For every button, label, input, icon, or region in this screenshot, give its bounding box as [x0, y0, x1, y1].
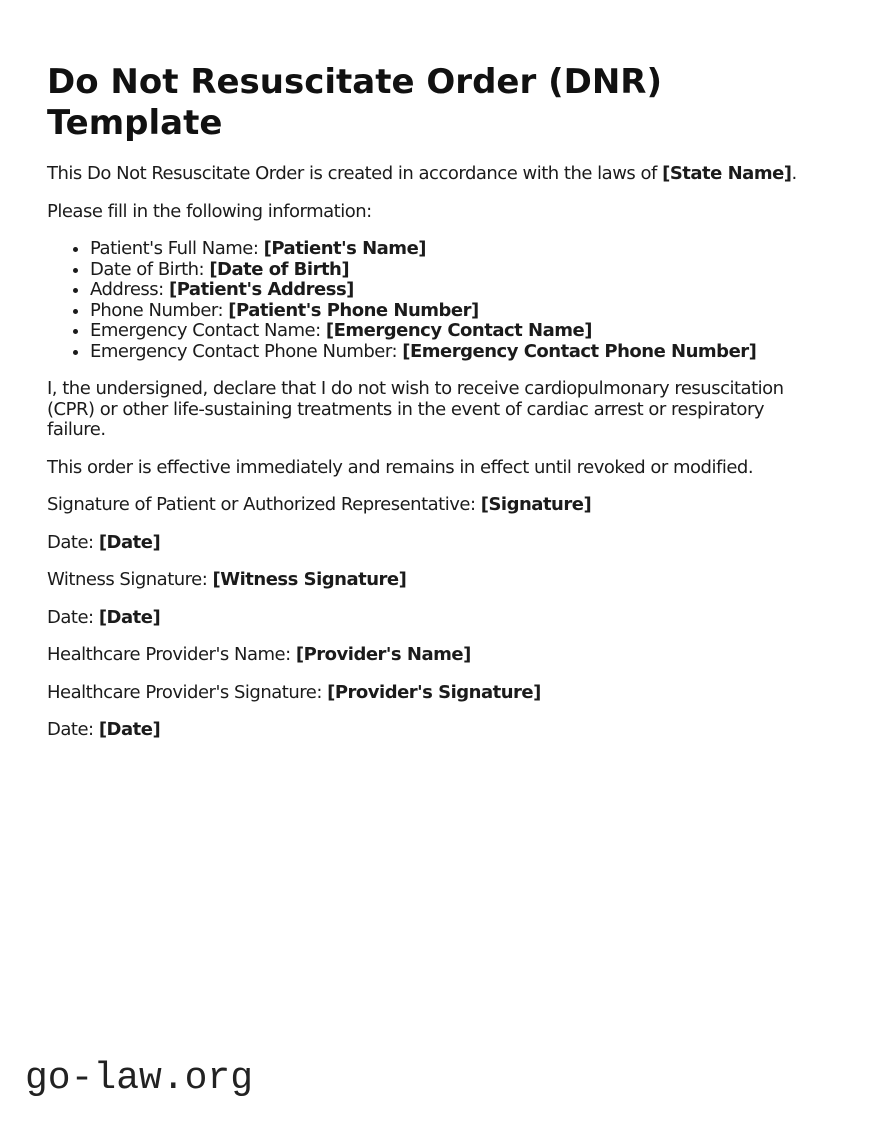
- field-label: Emergency Contact Name:: [90, 320, 326, 341]
- provider-name-placeholder: [Provider's Name]: [295, 644, 471, 665]
- list-item-phone-number: [90, 301, 802, 322]
- declaration-paragraph: I, the undersigned, declare that I do not wish to receive cardiopulmonary resuscitation (CPR) or other life-sustaining treatments in the event of cardiac arrest or respiratory failure.: [47, 378, 784, 440]
- provider-signature-placeholder: [Provider's Signature]: [327, 681, 541, 703]
- field-label: Address:: [90, 279, 169, 300]
- signature-line-witness: [47, 570, 802, 591]
- signature-label: Signature of Patient or Authorized Representative:: [47, 494, 481, 515]
- date-label: Date:: [47, 606, 99, 628]
- list-item-emergency-contact-name: [90, 321, 802, 342]
- signature-line-patient: [47, 495, 802, 516]
- list-item-patient-name: [90, 239, 802, 260]
- field-placeholder: [Emergency Contact Name]: [325, 320, 592, 341]
- date-placeholder: [Date]: [98, 719, 161, 740]
- provider-signature-label: Healthcare Provider's Signature:: [47, 681, 328, 703]
- provider-name-label: Healthcare Provider's Name:: [47, 644, 296, 665]
- date-line-witness: [47, 608, 802, 629]
- field-placeholder: [Patient's Name]: [263, 238, 427, 259]
- signature-label: Witness Signature:: [47, 569, 213, 590]
- intro-text: This Do Not Resuscitate Order is created in accordance with the laws of: [47, 163, 663, 184]
- patient-info-list: [47, 239, 802, 362]
- signature-placeholder: [Witness Signature]: [212, 569, 407, 590]
- date-placeholder: [Date]: [98, 531, 161, 553]
- dnr-document: [47, 62, 802, 758]
- list-item-emergency-contact-phone: [90, 342, 802, 363]
- field-label: Phone Number:: [90, 299, 229, 321]
- date-line-patient: [47, 533, 802, 554]
- field-label: Date of Birth:: [90, 258, 210, 280]
- provider-signature-line: [47, 683, 802, 704]
- date-label: Date:: [47, 719, 99, 740]
- site-footer-branding: go-law.org: [25, 1057, 254, 1100]
- fill-prompt: Please fill in the following information:: [47, 200, 372, 222]
- field-label: Emergency Contact Phone Number:: [90, 340, 403, 362]
- state-name-placeholder: [State Name]: [662, 163, 792, 184]
- date-label: Date:: [47, 531, 99, 553]
- field-placeholder: [Date of Birth]: [209, 258, 350, 280]
- provider-name-line: [47, 645, 802, 666]
- intro-period: .: [791, 163, 797, 184]
- field-placeholder: [Patient's Phone Number]: [228, 299, 479, 321]
- signature-placeholder: [Signature]: [480, 494, 592, 515]
- date-line-provider: [47, 720, 802, 741]
- date-placeholder: [Date]: [98, 606, 161, 628]
- list-item-date-of-birth: [90, 260, 802, 281]
- field-placeholder: [Patient's Address]: [168, 279, 354, 300]
- intro-paragraph: [47, 164, 802, 185]
- list-item-address: [90, 280, 802, 301]
- field-placeholder: [Emergency Contact Phone Number]: [402, 340, 757, 362]
- effectiveness-paragraph: This order is effective immediately and remains in effect until revoked or modified.: [47, 456, 754, 478]
- field-label: Patient's Full Name:: [90, 238, 264, 259]
- page-title: Do Not Resuscitate Order (DNR) Template: [47, 62, 663, 143]
